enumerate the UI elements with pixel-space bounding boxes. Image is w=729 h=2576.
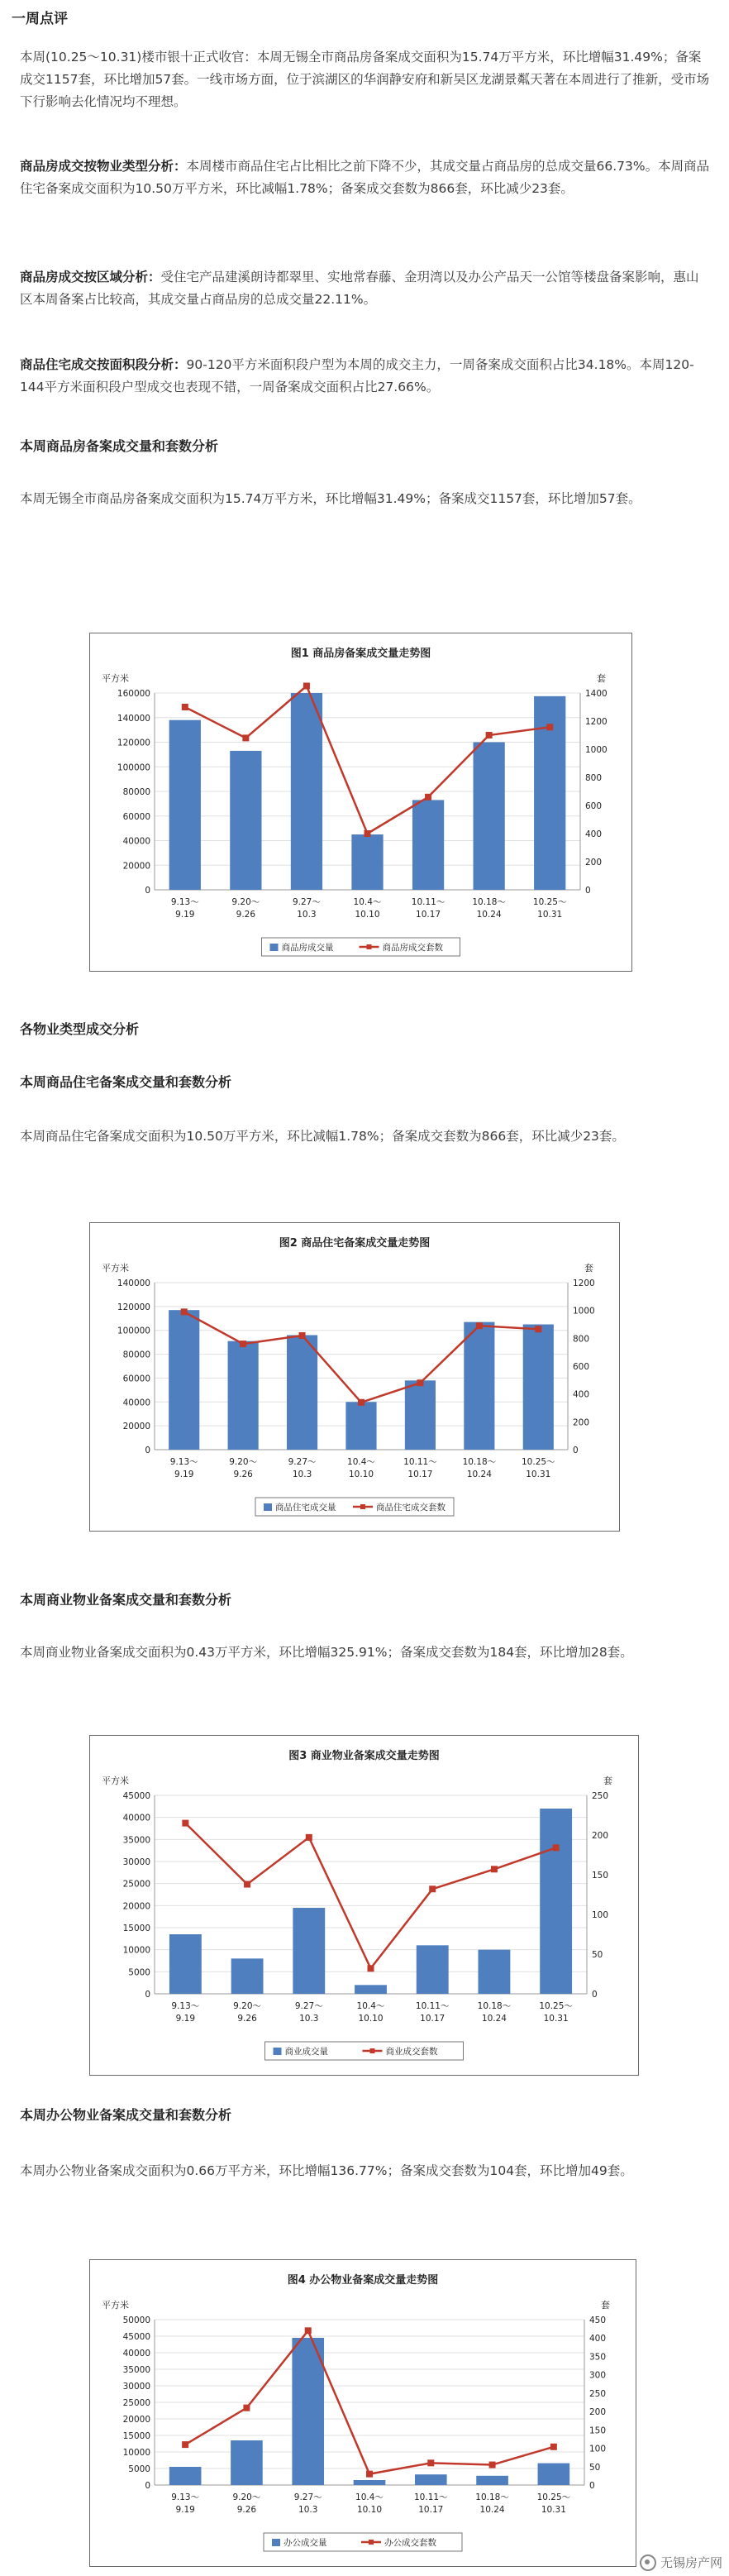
- x-tick-label: 10.24: [481, 2014, 507, 2024]
- y-tick-label: 100000: [117, 762, 150, 773]
- y2-tick-label: 400: [573, 1389, 590, 1400]
- x-tick-label: 10.11～: [411, 897, 446, 907]
- y-tick-label: 0: [145, 886, 150, 896]
- y2-tick-label: 1000: [573, 1306, 595, 1317]
- y2-tick-label: 1200: [573, 1278, 595, 1288]
- legend-bar-label: 商品房成交量: [281, 943, 334, 953]
- line-point: [303, 683, 310, 690]
- heading-office: 本周办公物业备案成交量和套数分析: [20, 2107, 232, 2123]
- x-tick-label: 9.26: [236, 2505, 257, 2515]
- bar: [412, 800, 444, 890]
- y-tick-label: 10000: [122, 1945, 150, 1956]
- bar: [540, 1809, 572, 1994]
- bar: [345, 1402, 376, 1450]
- y2-tick-label: 600: [585, 801, 603, 811]
- y-axis-label: 平方米: [102, 1775, 129, 1786]
- line-point: [305, 2327, 312, 2334]
- bar: [169, 1934, 202, 1994]
- x-tick-label: 9.26: [233, 1470, 253, 1479]
- x-tick-label: 10.24: [479, 2505, 505, 2515]
- line-point: [244, 1881, 250, 1888]
- y-tick-label: 20000: [122, 1901, 150, 1912]
- y2-axis-label: 套: [597, 673, 606, 684]
- x-tick-label: 10.3: [292, 1470, 312, 1479]
- line-point: [427, 2459, 434, 2466]
- x-tick-label: 10.18～: [472, 897, 506, 907]
- x-tick-label: 9.20～: [231, 897, 260, 907]
- x-tick-label: 10.10: [358, 2014, 384, 2024]
- y2-tick-label: 1000: [585, 745, 608, 755]
- line-point: [476, 1322, 483, 1329]
- line-point: [364, 830, 371, 837]
- y2-tick-label: 0: [585, 886, 591, 896]
- line-point: [182, 1820, 188, 1827]
- section-title-week: 一周点评: [12, 11, 68, 27]
- y2-tick-label: 1200: [585, 717, 608, 727]
- line-point: [243, 2405, 250, 2411]
- y-tick-label: 30000: [122, 2382, 150, 2392]
- legend-line-marker: [367, 944, 372, 949]
- x-tick-label: 10.18～: [475, 2492, 509, 2502]
- area-analysis-text: 受住宅产品建溪朗诗都翠里、实地常春藤、金玥湾以及办公产品天一公馆等楼盘备案影响，惠山区本周备案占比较高，其成交量占商品房的总成交量22.11%。: [20, 270, 699, 307]
- x-tick-label: 10.17: [420, 2014, 446, 2024]
- y-tick-label: 40000: [122, 2349, 150, 2359]
- legend-line-label: 商品房成交套数: [382, 943, 443, 953]
- x-tick-label: 10.4～: [353, 897, 382, 907]
- legend-bar-swatch: [264, 1503, 272, 1511]
- y-tick-label: 140000: [117, 1278, 150, 1288]
- chart-4: [89, 2259, 636, 2567]
- type-analysis-text: 本周楼市商品住宅占比相比之前下降不少，其成交量占商品房的总成交量66.73%。本周商品住宅备案成交面积为10.50万平方米，环比减幅1.78%；备案成交套数为866套，环比减少23套。: [20, 159, 710, 196]
- chart-title: 图4 办公物业备案成交量走势图: [287, 2274, 439, 2287]
- heading-residential: 本周商品住宅备案成交量和套数分析: [20, 1074, 232, 1090]
- bar: [291, 693, 322, 890]
- x-tick-label: 10.18～: [477, 2001, 512, 2011]
- chart-3-svg: [90, 1736, 638, 2075]
- series-line: [185, 1823, 555, 1969]
- x-tick-label: 10.4～: [347, 1457, 375, 1467]
- x-tick-label: 9.27～: [294, 2001, 323, 2011]
- legend-bar-label: 商品住宅成交量: [275, 1503, 336, 1513]
- y-axis-label: 平方米: [102, 673, 129, 684]
- line-point: [299, 1332, 306, 1339]
- intro-paragraph: 本周(10.25～10.31)楼市银十正式收官：本周无锡全市商品房备案成交面积为15.74万平方米，环比增幅31.49%；备案成交1157套，环比增加57套。一线市场方面，位于滨湖区的华润静安府和新吴区龙湖景粼天著在本周进行了推新，受市场下行影响去化情况均不理想。: [20, 50, 710, 109]
- wechat-icon: [640, 2554, 656, 2571]
- chart-3: [89, 1735, 639, 2076]
- bar: [292, 2338, 324, 2485]
- line-point: [306, 1834, 312, 1841]
- y-tick-label: 20000: [122, 861, 150, 872]
- x-tick-label: 10.11～: [415, 2001, 450, 2011]
- x-tick-label: 10.25～: [532, 897, 567, 907]
- bar: [417, 1945, 449, 1994]
- y-tick-label: 5000: [128, 2464, 150, 2474]
- x-tick-label: 10.10: [348, 1470, 374, 1479]
- x-tick-label: 10.31: [543, 2014, 569, 2024]
- line-point: [366, 2471, 373, 2478]
- residential-paragraph: 本周商品住宅备案成交面积为10.50万平方米，环比减幅1.78%；备案成交套数为866套，环比减少23套。: [20, 1129, 625, 1144]
- line-point: [491, 1866, 498, 1872]
- line-point: [429, 1885, 436, 1892]
- line-point: [182, 2441, 188, 2448]
- y2-tick-label: 400: [585, 829, 603, 839]
- bar: [169, 2467, 202, 2485]
- x-tick-label: 9.20～: [229, 1457, 258, 1467]
- x-tick-label: 10.3: [299, 2014, 319, 2024]
- y-tick-label: 50000: [122, 2316, 150, 2325]
- x-tick-label: 10.31: [541, 2505, 566, 2515]
- x-tick-label: 10.3: [298, 2505, 318, 2515]
- y2-tick-label: 800: [573, 1334, 590, 1345]
- bar: [523, 1325, 554, 1450]
- line-point: [550, 2444, 557, 2450]
- watermark-text: 无锡房产网: [660, 2554, 722, 2570]
- x-tick-label: 9.19: [174, 1470, 194, 1479]
- y2-tick-label: 400: [589, 2334, 607, 2344]
- bar: [351, 834, 383, 890]
- x-tick-label: 9.26: [237, 2014, 257, 2024]
- heading-commercial: 本周商业物业备案成交量和套数分析: [20, 1592, 232, 1608]
- line-point: [553, 1844, 560, 1851]
- x-tick-label: 10.24: [466, 1470, 492, 1479]
- line-point: [535, 1326, 541, 1332]
- x-tick-label: 9.13～: [171, 2001, 200, 2011]
- y2-tick-label: 0: [573, 1446, 579, 1455]
- y2-tick-label: 100: [592, 1910, 609, 1920]
- x-tick-label: 9.20～: [232, 2492, 261, 2502]
- y-tick-label: 25000: [122, 1879, 150, 1890]
- line-point: [546, 724, 553, 730]
- bar: [405, 1380, 436, 1450]
- chart-2: [89, 1222, 620, 1532]
- line-point: [486, 732, 493, 738]
- bar: [355, 1985, 387, 1994]
- chart-title: 图2 商品住宅备案成交量走势图: [279, 1237, 431, 1250]
- x-tick-label: 9.19: [175, 2014, 196, 2024]
- y-tick-label: 80000: [122, 1350, 150, 1360]
- y-tick-label: 20000: [122, 1422, 150, 1432]
- line-point: [240, 1341, 246, 1347]
- y2-tick-label: 250: [592, 1791, 609, 1801]
- y-tick-label: 60000: [122, 1374, 150, 1384]
- y-tick-label: 35000: [122, 2365, 150, 2375]
- y-tick-label: 40000: [122, 836, 150, 847]
- bar: [231, 2440, 263, 2485]
- office-paragraph: 本周办公物业备案成交面积为0.66万平方米，环比增幅136.77%；备案成交套数为104套，环比增加49套。: [20, 2163, 633, 2178]
- y-tick-label: 0: [145, 1446, 150, 1455]
- x-tick-label: 10.31: [537, 910, 563, 920]
- y2-tick-label: 300: [589, 2370, 607, 2381]
- x-tick-label: 9.27～: [288, 1457, 317, 1467]
- y-tick-label: 15000: [122, 2431, 150, 2441]
- x-tick-label: 10.25～: [536, 2492, 571, 2502]
- legend-line-label: 商业成交套数: [385, 2047, 438, 2057]
- x-tick-label: 10.24: [476, 910, 502, 920]
- watermark: [640, 2554, 722, 2572]
- y2-tick-label: 100: [589, 2444, 607, 2454]
- y-tick-label: 120000: [117, 1302, 150, 1312]
- legend-line-label: 商品住宅成交套数: [376, 1503, 446, 1513]
- y2-tick-label: 600: [573, 1362, 590, 1372]
- x-tick-label: 10.18～: [462, 1457, 497, 1467]
- heading-property-types: 各物业类型成交分析: [20, 1021, 140, 1037]
- y-tick-label: 20000: [122, 2415, 150, 2425]
- legend-bar-label: 办公成交量: [284, 2538, 327, 2548]
- y-tick-label: 160000: [117, 689, 150, 699]
- x-tick-label: 9.19: [175, 2505, 195, 2515]
- x-tick-label: 9.13～: [171, 2492, 200, 2502]
- x-tick-label: 9.27～: [292, 897, 321, 907]
- y-tick-label: 45000: [122, 2332, 150, 2342]
- y2-tick-label: 350: [589, 2352, 607, 2363]
- line-point: [242, 734, 249, 741]
- bar: [479, 1950, 511, 1994]
- y-tick-label: 45000: [122, 1791, 150, 1801]
- y2-tick-label: 50: [592, 1950, 603, 1960]
- line-point: [181, 1308, 188, 1315]
- y-tick-label: 60000: [122, 811, 150, 822]
- x-tick-label: 10.11～: [414, 2492, 448, 2502]
- legend-line-marker: [360, 1504, 365, 1509]
- x-tick-label: 10.17: [418, 2505, 444, 2515]
- bar: [415, 2474, 447, 2485]
- chart-2-svg: [90, 1223, 619, 1531]
- size-analysis-text: 90-120平方米面积段户型为本周的成交主力，一周备案成交面积占比34.18%。本周120-144平方米面积段户型成交也表现不错，一周备案成交面积占比27.66%。: [20, 357, 694, 394]
- x-tick-label: 10.10: [356, 2505, 383, 2515]
- bar: [169, 720, 201, 890]
- line-point: [182, 704, 188, 710]
- chart-title: 图3 商业物业备案成交量走势图: [288, 1750, 440, 1762]
- chart-title: 图1 商品房备案成交量走势图: [290, 648, 431, 660]
- x-tick-label: 10.25～: [539, 2001, 573, 2011]
- y2-tick-label: 0: [589, 2481, 595, 2491]
- y2-axis-label: 套: [601, 2300, 610, 2311]
- line-point: [358, 1399, 364, 1406]
- x-tick-label: 9.27～: [293, 2492, 322, 2502]
- y-tick-label: 120000: [117, 738, 150, 748]
- bar: [293, 1908, 325, 1994]
- type-analysis-keyword: 商品房成交按物业类型分析：: [20, 159, 187, 174]
- x-tick-label: 10.4～: [356, 2001, 385, 2011]
- y2-tick-label: 800: [585, 773, 603, 783]
- y-tick-label: 40000: [122, 1398, 150, 1408]
- y-tick-label: 0: [145, 2481, 150, 2491]
- legend-bar-swatch: [274, 2048, 282, 2055]
- x-tick-label: 9.13～: [169, 1457, 198, 1467]
- legend-bar-swatch: [272, 2539, 280, 2546]
- bar: [287, 1335, 317, 1450]
- x-tick-label: 9.26: [236, 910, 256, 920]
- y-tick-label: 10000: [122, 2448, 150, 2458]
- x-tick-label: 9.19: [175, 910, 195, 920]
- x-tick-label: 10.17: [416, 910, 441, 920]
- y2-axis-label: 套: [584, 1263, 593, 1274]
- y2-tick-label: 50: [589, 2462, 601, 2473]
- bar: [474, 743, 505, 891]
- legend-line-marker: [369, 2540, 374, 2545]
- y-tick-label: 40000: [122, 1813, 150, 1823]
- all-housing-paragraph: 本周无锡全市商品房备案成交面积为15.74万平方米，环比增幅31.49%；备案成交1157套，环比增加57套。: [20, 491, 641, 506]
- bar: [231, 1958, 264, 1994]
- y2-tick-label: 200: [589, 2407, 607, 2418]
- x-tick-label: 10.4～: [355, 2492, 384, 2502]
- area-analysis-keyword: 商品房成交按区域分析：: [20, 270, 161, 284]
- y2-axis-label: 套: [603, 1775, 612, 1786]
- y-tick-label: 15000: [122, 1924, 150, 1933]
- x-tick-label: 10.10: [355, 910, 380, 920]
- legend-line-marker: [370, 2048, 375, 2053]
- y-tick-label: 140000: [117, 713, 150, 724]
- size-analysis-paragraph: [20, 354, 710, 399]
- y2-tick-label: 150: [592, 1871, 609, 1881]
- legend-bar-label: 商业成交量: [284, 2047, 328, 2057]
- bar: [476, 2476, 508, 2485]
- y2-tick-label: 200: [573, 1417, 590, 1428]
- y2-tick-label: 0: [592, 1990, 598, 2000]
- y2-tick-label: 1400: [585, 689, 608, 699]
- heading-all-housing: 本周商品房备案成交量和套数分析: [20, 438, 219, 454]
- bar: [464, 1322, 494, 1450]
- y-axis-label: 平方米: [102, 1263, 129, 1274]
- x-tick-label: 9.20～: [233, 2001, 262, 2011]
- y2-tick-label: 150: [589, 2425, 607, 2436]
- chart-1: [89, 633, 632, 972]
- x-tick-label: 10.31: [526, 1470, 551, 1479]
- y2-tick-label: 450: [589, 2316, 607, 2325]
- x-tick-label: 10.17: [407, 1470, 433, 1479]
- y-tick-label: 30000: [122, 1857, 150, 1867]
- line-point: [368, 1965, 374, 1971]
- y-tick-label: 25000: [122, 2398, 150, 2408]
- line-point: [417, 1379, 423, 1386]
- chart-4-svg: [90, 2260, 636, 2566]
- bar: [169, 1310, 199, 1450]
- chart-1-svg: [90, 633, 631, 971]
- x-tick-label: 9.13～: [170, 897, 199, 907]
- bar: [538, 2464, 570, 2485]
- y-tick-label: 0: [145, 1990, 150, 2000]
- legend-line-label: 办公成交套数: [384, 2538, 436, 2548]
- line-point: [425, 794, 431, 801]
- y-axis-label: 平方米: [102, 2300, 129, 2311]
- y2-tick-label: 200: [585, 858, 603, 867]
- y-tick-label: 35000: [122, 1835, 150, 1846]
- bar: [354, 2480, 386, 2485]
- y2-tick-label: 200: [592, 1831, 609, 1841]
- bar: [228, 1341, 259, 1450]
- y-tick-label: 5000: [128, 1967, 150, 1978]
- y-tick-label: 100000: [117, 1326, 150, 1336]
- size-analysis-keyword: 商品住宅成交按面积段分析：: [20, 357, 187, 372]
- bar: [230, 751, 261, 890]
- commercial-paragraph: 本周商业物业备案成交面积为0.43万平方米，环比增幅325.91%；备案成交套数为184套，环比增加28套。: [20, 1645, 633, 1660]
- area-analysis-paragraph: [20, 266, 710, 311]
- legend-bar-swatch: [270, 944, 279, 951]
- type-analysis-paragraph: [20, 155, 710, 200]
- y-tick-label: 80000: [122, 787, 150, 797]
- x-tick-label: 10.3: [297, 910, 317, 920]
- x-tick-label: 10.25～: [522, 1457, 555, 1467]
- x-tick-label: 10.11～: [403, 1457, 437, 1467]
- y2-tick-label: 250: [589, 2388, 607, 2399]
- line-point: [489, 2462, 496, 2468]
